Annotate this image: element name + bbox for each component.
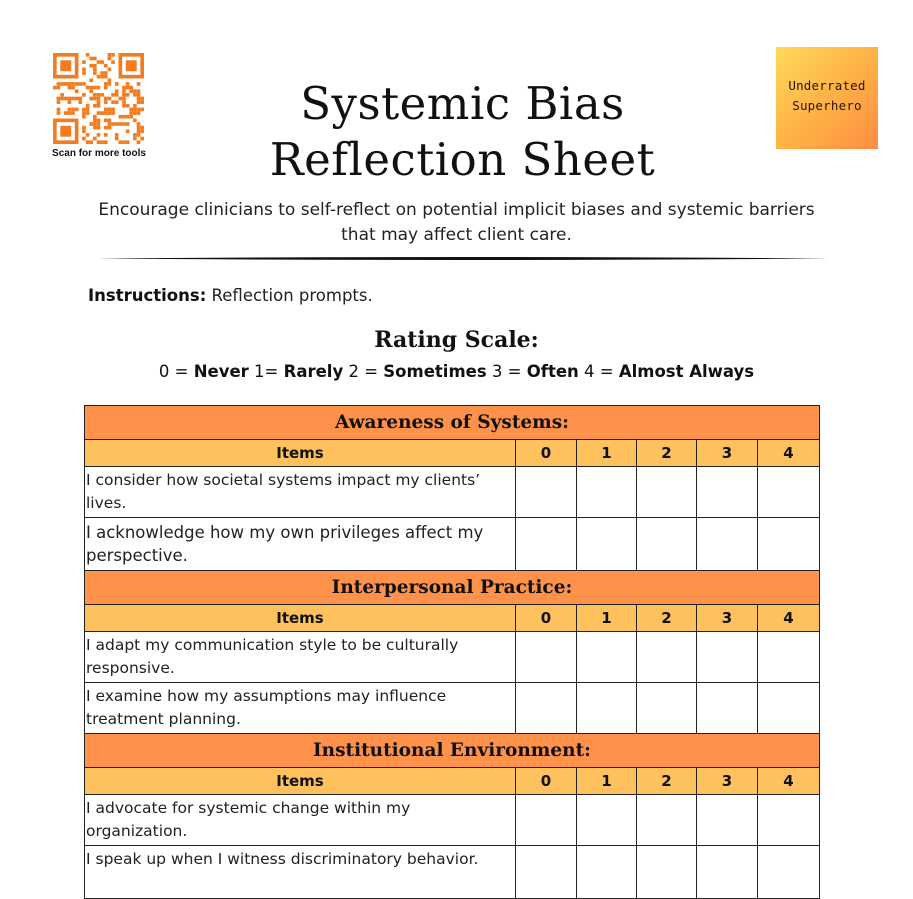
rating-cell[interactable] — [516, 683, 577, 734]
rating-cell[interactable] — [516, 518, 577, 571]
table-row — [85, 846, 820, 899]
column-header: 0 — [516, 440, 577, 467]
qr-code[interactable] — [53, 53, 144, 144]
rating-cell[interactable] — [637, 518, 697, 571]
table-row — [85, 795, 820, 846]
rating-cell[interactable] — [516, 632, 577, 683]
rating-cell[interactable] — [577, 683, 637, 734]
item-text: I adapt my communication style to be culturally responsive. — [85, 632, 516, 683]
column-header: 3 — [697, 768, 758, 795]
instructions-text: Reflection prompts. — [206, 286, 373, 305]
item-text: I consider how societal systems impact my clients’ lives. — [85, 467, 516, 518]
subtitle-line-2: that may affect client care. — [341, 225, 572, 245]
column-header: 0 — [516, 605, 577, 632]
rating-cell[interactable] — [697, 683, 758, 734]
table-row — [85, 632, 820, 683]
rating-cell[interactable] — [637, 632, 697, 683]
rating-cell[interactable] — [697, 795, 758, 846]
rating-cell[interactable] — [577, 795, 637, 846]
reflection-table — [84, 405, 820, 899]
instructions — [88, 286, 373, 305]
rating-cell[interactable] — [758, 518, 820, 571]
table-row — [85, 518, 820, 571]
scale-num: 4 = — [584, 362, 614, 381]
subtitle — [70, 198, 843, 248]
item-text: I acknowledge how my own privileges affect my perspective. — [85, 518, 516, 571]
section-title: Interpersonal Practice: — [85, 571, 820, 605]
instructions-label: Instructions: — [88, 286, 207, 305]
column-header: 2 — [637, 605, 697, 632]
qr-caption: Scan for more tools — [52, 148, 146, 159]
column-header: 2 — [637, 768, 697, 795]
column-header: 4 — [758, 605, 820, 632]
rating-cell[interactable] — [758, 632, 820, 683]
rating-cell[interactable] — [697, 846, 758, 899]
item-text: I speak up when I witness discriminatory behavior. — [85, 846, 516, 899]
table-row — [85, 683, 820, 734]
rating-cell[interactable] — [516, 795, 577, 846]
column-header: 4 — [758, 440, 820, 467]
rating-cell[interactable] — [758, 795, 820, 846]
rating-cell[interactable] — [758, 846, 820, 899]
rating-cell[interactable] — [637, 683, 697, 734]
rating-cell[interactable] — [697, 467, 758, 518]
scale-label: Never — [193, 362, 249, 381]
brand-logo — [776, 47, 878, 149]
column-header: 1 — [577, 768, 637, 795]
scale-label: Sometimes — [383, 362, 487, 381]
rating-cell[interactable] — [577, 632, 637, 683]
subtitle-line-1: Encourage clinicians to self-reflect on potential implicit biases and systemic barriers — [98, 200, 815, 220]
column-header: Items — [85, 768, 516, 795]
section-title: Awareness of Systems: — [85, 406, 820, 440]
title-line-1: Systemic Bias — [300, 77, 625, 130]
rating-cell[interactable] — [577, 518, 637, 571]
rating-cell[interactable] — [516, 467, 577, 518]
rating-scale-title: Rating Scale: — [374, 327, 539, 353]
item-text: I examine how my assumptions may influence treatment planning. — [85, 683, 516, 734]
rating-cell[interactable] — [516, 846, 577, 899]
column-header: Items — [85, 440, 516, 467]
column-header: 3 — [697, 605, 758, 632]
rating-cell[interactable] — [758, 467, 820, 518]
scale-num: 2 = — [348, 362, 379, 381]
page-title — [180, 76, 745, 188]
column-header: 1 — [577, 440, 637, 467]
column-header: 3 — [697, 440, 758, 467]
scale-label: Often — [526, 362, 579, 381]
column-header: Items — [85, 605, 516, 632]
scale-num: 0 = — [158, 362, 189, 381]
rating-cell[interactable] — [758, 683, 820, 734]
rating-cell[interactable] — [577, 846, 637, 899]
logo-line-2: Superhero — [792, 98, 862, 113]
item-text: I advocate for systemic change within my organization. — [85, 795, 516, 846]
column-header: 2 — [637, 440, 697, 467]
rating-cell[interactable] — [577, 467, 637, 518]
column-header: 0 — [516, 768, 577, 795]
rating-cell[interactable] — [637, 467, 697, 518]
scale-num: 1= — [254, 362, 279, 381]
column-header: 4 — [758, 768, 820, 795]
table-row — [85, 467, 820, 518]
logo-line-1: Underrated — [788, 78, 866, 93]
scale-label: Rarely — [283, 362, 344, 381]
title-line-2: Reflection Sheet — [269, 133, 656, 186]
rating-cell[interactable] — [697, 518, 758, 571]
column-header: 1 — [577, 605, 637, 632]
scale-num: 3 = — [491, 362, 522, 381]
divider-rule — [97, 256, 829, 261]
rating-scale-legend — [100, 362, 813, 381]
rating-cell[interactable] — [637, 846, 697, 899]
section-title: Institutional Environment: — [85, 734, 820, 768]
rating-cell[interactable] — [637, 795, 697, 846]
scale-label: Almost Always — [618, 362, 755, 381]
rating-cell[interactable] — [697, 632, 758, 683]
